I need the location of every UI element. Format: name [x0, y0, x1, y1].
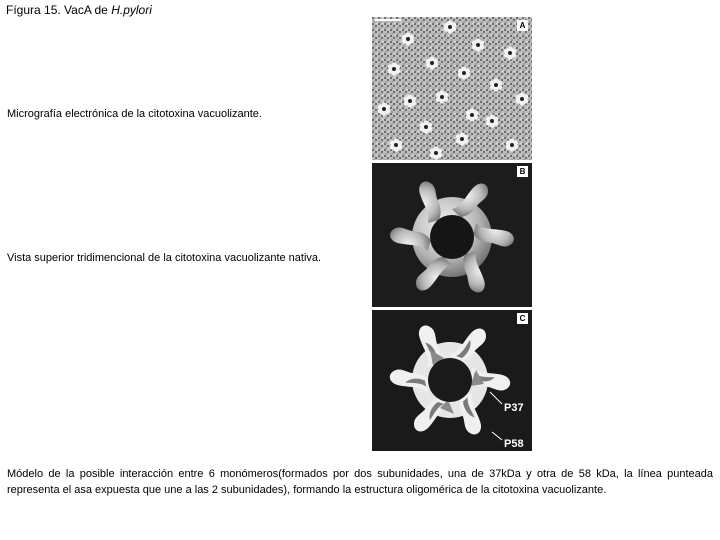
model-panel-c [372, 310, 532, 451]
caption-panel-a: Micrografía electrónica de la citotoxina vacuolizante. [7, 108, 262, 120]
figure-title [6, 3, 152, 17]
panel-tag-b: B [517, 166, 528, 177]
label-p37: P37 [504, 402, 524, 414]
figure-title-species: H.pylori [111, 3, 152, 17]
p58-pointer [492, 432, 502, 440]
figure-title-prefix: Fígura 15. VacA de [6, 3, 112, 17]
micrograph-image [372, 17, 532, 160]
p37-pointer [490, 392, 502, 404]
panel-tag-a: A [517, 20, 528, 31]
top-view-image [372, 163, 532, 307]
model-image [372, 310, 532, 451]
micrograph-panel-a [372, 17, 532, 160]
panel-tag-c: C [517, 313, 528, 324]
scale-bar [375, 19, 401, 21]
caption-panel-b: Vista superior tridimencional de la citotoxina vacuolizante nativa. [7, 252, 322, 264]
top-view-panel-b [372, 163, 532, 307]
model-ring [387, 323, 512, 437]
label-p58: P58 [504, 438, 524, 450]
caption-panel-c: Módelo de la posible interacción entre 6 monómeros(formados por dos subunidades, una de 37kDa y otra de 58 kDa, la línea punteada representa el asa expuesta que une a las 2 subunidades), formando la estructura oligomérica de la citotoxina vacuolizante. [7, 468, 713, 496]
hexamer-ring [388, 179, 517, 295]
